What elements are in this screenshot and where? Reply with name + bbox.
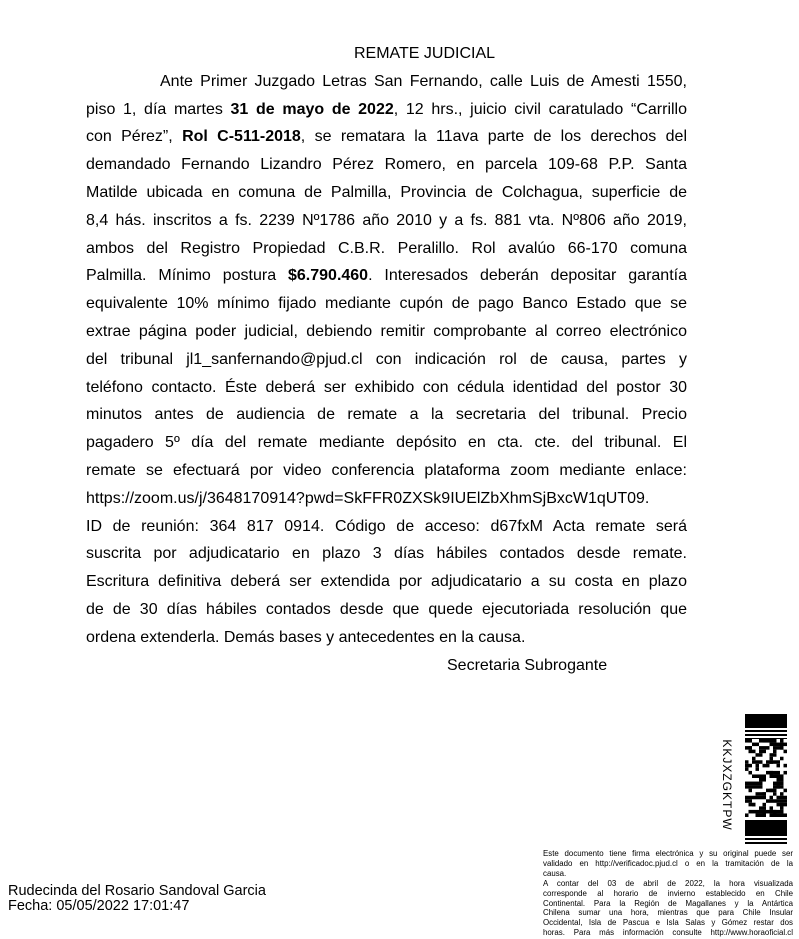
text-line — [86, 123, 687, 151]
text-line — [86, 262, 687, 290]
text-line — [86, 96, 687, 124]
text-line: Matilde ubicada en comuna de Palmilla, Provincia de Colchagua, superficie de — [86, 183, 687, 201]
text-line: equivalente 10% mínimo fijado mediante cupón de pago Banco Estado que se — [86, 295, 687, 313]
page-title: REMATE JUDICIAL — [353, 45, 496, 62]
text-line: Continental. Para la Región de Magallanes y la Antártica — [543, 898, 793, 908]
text-line: 8,4 hás. inscritos a fs. 2239 Nº1786 año 2010 y a fs. 881 vta. Nº806 año 2019, — [86, 211, 687, 229]
bold-text: 31 de mayo de 2022 — [230, 100, 394, 118]
text-line: minutos antes de audiencia de remate a la secretaria del tribunal. Precio — [86, 406, 687, 424]
text: con Pérez”, — [86, 128, 183, 146]
text-line: Escritura definitiva deberá ser extendida por adjudicatario a su costa en plazo — [86, 573, 687, 591]
text-line: A contar del 03 de abril de 2022, la hora visualizada — [543, 878, 793, 888]
text: , se rematara la 11ava parte de los derechos del — [300, 128, 687, 146]
text-line: Este documento tiene firma electrónica y su original puede ser — [543, 849, 793, 858]
barcode-noise-svg — [745, 739, 787, 817]
text-line: Occidental, Isla de Pascua e Isla Salas y Gómez restar dos — [543, 918, 793, 928]
text-line: Ante Primer Juzgado Letras San Fernando, calle Luis de Amesti 1550, — [160, 72, 687, 90]
text-line: pagadero 5º día del remate mediante depósito en cta. cte. del tribunal. El — [86, 434, 687, 452]
text: piso 1, día martes — [86, 100, 231, 118]
text-line: Chilena sumar una hora, mientras que para Chile Insular — [543, 908, 793, 918]
text-line: causa. — [543, 868, 567, 878]
bold-text: $6.790.460 — [288, 267, 369, 285]
signer-name: Rudecinda del Rosario Sandoval Garcia — [8, 883, 266, 899]
bold-text: Rol C-511-2018 — [182, 128, 301, 146]
barcode-top-bar — [745, 714, 787, 728]
notice-paragraph — [86, 68, 687, 652]
barcode-matrix — [745, 739, 787, 820]
text: , 12 hrs., juicio civil caratulado “Carrillo — [393, 100, 688, 118]
text: . Interesados deberán depositar garantía — [368, 267, 687, 285]
text-line: validado en http://verificadoc.pjud.cl o en la tramitación de la — [543, 858, 793, 868]
text-line: suscrita por adjudicatario en plazo 3 días hábiles contados desde remate. — [86, 545, 687, 563]
verification-barcode — [745, 714, 787, 845]
judicial-notice — [86, 40, 687, 679]
barcode-top-stripes — [745, 728, 787, 739]
text-line: https://zoom.us/j/3648170914?pwd=SkFFR0ZXSk9IUElZbXhmSjBxcW1qUT09. — [86, 489, 650, 507]
text-line: del tribunal jl1_sanfernando@pjud.cl con indicación rol de causa, partes y — [86, 350, 687, 368]
text-line: ordena extenderla. Demás bases y antecedentes en la causa. — [86, 628, 526, 646]
signer-block — [8, 884, 266, 913]
verification-code: KKJXZGKTPW — [720, 739, 734, 831]
barcode-bottom-stripes — [745, 834, 787, 845]
barcode-bottom-bar — [745, 820, 787, 834]
signature-date: Fecha: 05/05/2022 17:01:47 — [8, 897, 190, 914]
text-line: extrae página poder judicial, debiendo remitir comprobante al correo electrónico — [86, 322, 687, 340]
text-line: ID de reunión: 364 817 0914. Código de acceso: d67fxM Acta remate será — [86, 517, 687, 535]
electronic-signature-legal-text — [543, 849, 793, 938]
signature-role: Secretaria Subrogante — [447, 656, 608, 674]
text: Palmilla. Mínimo postura — [86, 267, 288, 285]
text-line: teléfono contacto. Éste deberá ser exhibido con cédula identidad del postor 30 — [86, 378, 687, 396]
text-line: ambos del Registro Propiedad C.B.R. Peralillo. Rol avalúo 66-170 comuna — [86, 239, 687, 257]
text-line: de de 30 días hábiles contados desde que quede ejecutoriada resolución que — [86, 600, 687, 618]
text-line: horas. Para más información consulte http://www.horaoficial.cl — [543, 928, 793, 938]
text-line: corresponde al horario de invierno establecido en Chile — [543, 888, 793, 898]
text-line: remate se efectuará por video conferencia plataforma zoom mediante enlace: — [86, 461, 687, 479]
text-line: demandado Fernando Lizandro Pérez Romero, en parcela 109-68 P.P. Santa — [86, 156, 687, 174]
